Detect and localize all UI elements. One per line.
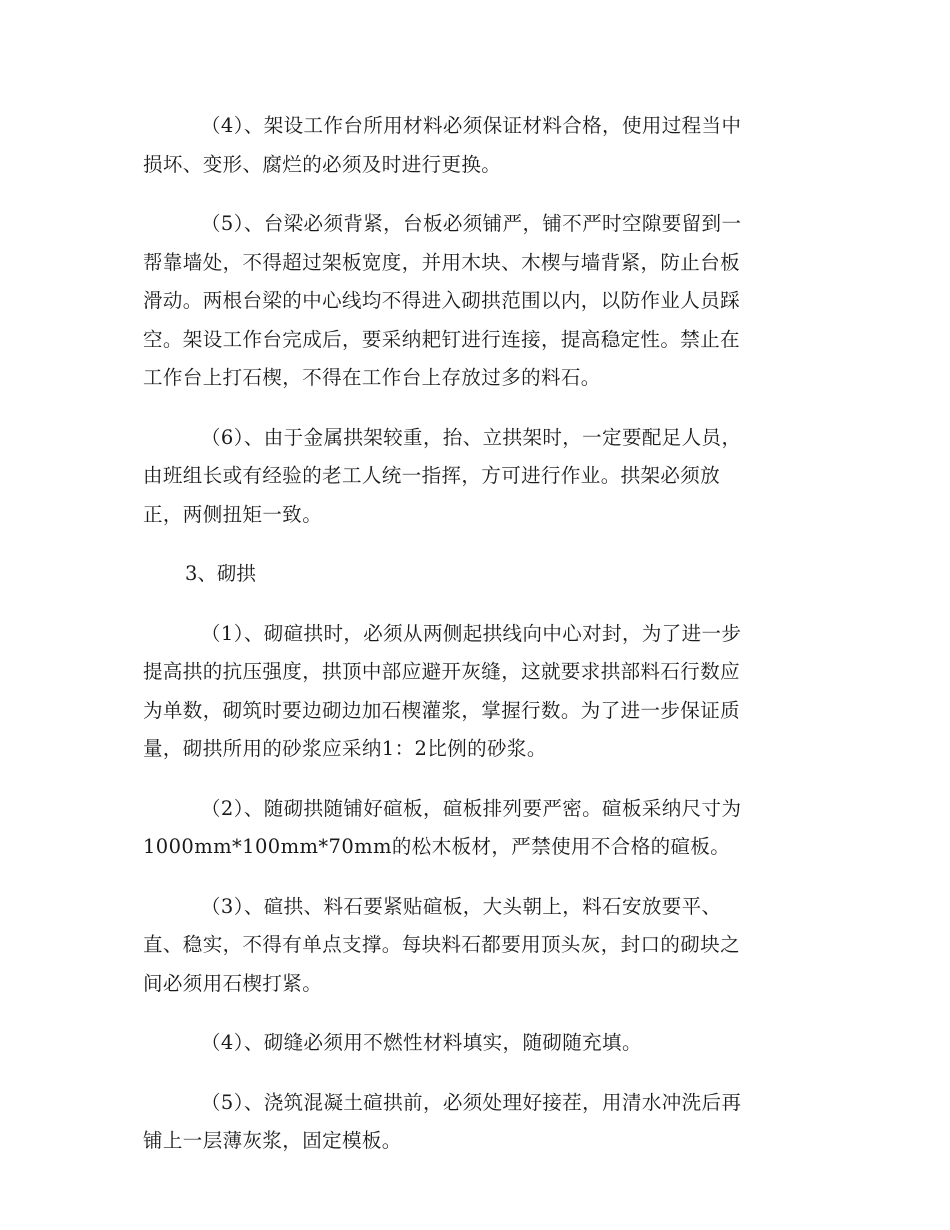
paragraph-line: 提高拱的抗压强度，拱顶中部应避开灰缝，这就要求拱部料石行数应: [143, 660, 741, 683]
paragraph-line: 帮靠墙处，不得超过架板宽度，并用木块、木楔与墙背紧，防止台板: [143, 250, 741, 274]
paragraph-line: （4）、砌缝必须用不燃性材料填实，随砌随充填。: [201, 1031, 642, 1054]
section-paragraph-5: [143, 1084, 795, 1161]
section-paragraph-3: [143, 888, 795, 1004]
paragraph-line: 工作台上打石楔，不得在工作台上存放过多的料石。: [143, 366, 601, 389]
paragraph-line: （1）、砌碹拱时，必须从两侧起拱线向中心对封，为了进一步: [201, 621, 742, 645]
paragraph-6: [143, 419, 795, 535]
paragraph-line: 滑动。两根台梁的中心线均不得进入砌拱范围以内，以防作业人员踩: [143, 289, 741, 312]
paragraph-line: 量，砌拱所用的砂浆应采纳1：2比例的砂浆。: [143, 737, 547, 760]
paragraph-5: [143, 205, 795, 398]
section-paragraph-1: [143, 615, 795, 769]
paragraph-line: 空。架设工作台完成后，要采纳耙钉进行连接，提高稳定性。禁止在: [143, 327, 741, 351]
paragraph-line: （5）、台梁必须背紧，台板必须铺严，铺不严时空隙要留到一: [201, 212, 742, 235]
paragraph-line: 间必须用石楔打紧。: [143, 971, 323, 995]
paragraph-line: 损坏、变形、腐烂的必须及时进行更换。: [143, 152, 502, 176]
paragraph-line: （5）、浇筑混凝土碹拱前，必须处理好接茬，用清水冲洗后再: [201, 1090, 742, 1114]
paragraph-line: 由班组长或有经验的老工人统一指挥，方可进行作业。拱架必须放: [143, 464, 721, 487]
paragraph-line: 1000mm*100mm*70mm的松木板材，严禁使用不合格的碹板。: [143, 835, 731, 858]
paragraph-4: [143, 107, 795, 184]
paragraph-line: 为单数，砌筑时要边砌边加石楔灌浆，掌握行数。为了进一步保证质: [143, 698, 741, 722]
section-paragraph-4: [143, 1024, 795, 1063]
section-heading: 3、砌拱: [185, 562, 256, 585]
paragraph-line: 正，两侧扭矩一致。: [143, 502, 323, 526]
paragraph-line: （4）、架设工作台所用材料必须保证材料合格，使用过程当中: [201, 114, 742, 137]
paragraph-line: （6）、由于金属拱架较重，抬、立拱架时，一定要配足人员，: [201, 425, 742, 449]
document-page: [143, 107, 795, 1182]
section-paragraph-2: [143, 790, 795, 867]
paragraph-line: 铺上一层薄灰浆，固定模板。: [143, 1129, 402, 1152]
paragraph-line: （3）、碹拱、料石要紧贴碹板，大头朝上，料石安放要平、: [201, 894, 722, 918]
paragraph-line: （2）、随砌拱随铺好碹板，碹板排列要严密。碹板采纳尺寸为: [201, 796, 742, 820]
paragraph-line: 直、稳实，不得有单点支撑。每块料石都要用顶头灰，封口的砌块之: [143, 933, 741, 956]
